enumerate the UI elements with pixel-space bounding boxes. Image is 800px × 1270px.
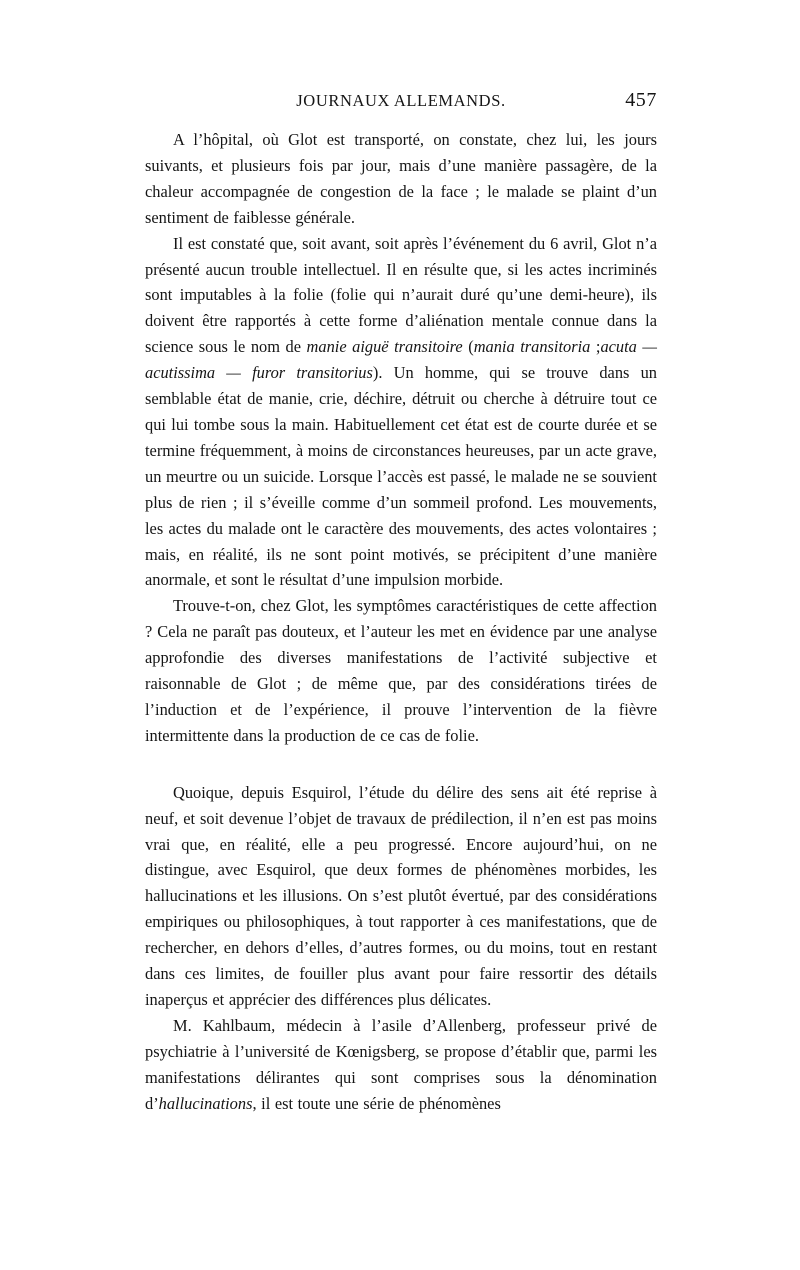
text-run: ;: [590, 337, 601, 357]
paragraph-hopital: [145, 127, 657, 231]
text-run: Quoique, depuis Esquirol, l’étude du délire des sens ait été reprise à neuf, et soit devenue l’objet de travaux de prédilection, il n’en est pas moins vrai que, en réalité, elle a peu progressé. Encore aujourd’hui, on ne distingue, avec Esquirol, que deux formes de phénomènes morbides, les hallucinations et les illusions. On s’est plutôt évertué, par des considérations empiriques ou philosophiques, à tout rapporter à ces manifestations, que de rechercher, en dehors d’elles, d’autres formes, ou du moins, tout en restant dans ces limites, de fouiller plus avant pour faire ressortir des détails inaperçus et apprécier des différences plus délicates.: [145, 782, 657, 1009]
running-head-title: JOURNAUX ALLEMANDS.: [296, 91, 506, 110]
text-run: Trouve-t-on, chez Glot, les symptômes caractéristiques de cette affection ? Cela ne paraît pas douteux, et l’auteur les met en évidence par une analyse approfondie des diverses manifestations de l’activité subjective et raisonnable de Glot ; de même que, par des considérations tirées de l’induction et de l’expérience, il prouve l’intervention de la fièvre intermittente dans la production de ce cas de folie.: [145, 596, 657, 745]
text-run: ). Un homme, qui se trouve dans un semblable état de manie, crie, déchire, détruit ou cherche à détruire tout ce qui lui tombe sous la main. Habituellement cet état est de courte durée et se termine fréquemment, à moins de circonstances heureuses, par un acte grave, un meurtre ou un suicide. Lorsque l’accès est passé, le malade ne se souvient plus de rien ; il s’éveille comme d’un sommeil profond. Les mouvements, les actes du malade ont le caractère des mouvements, des actes volontaires ; mais, en réalité, ils ne sont point motivés, se précipitent d’une manière anormale, et sont le résultat d’une impulsion morbide.: [145, 363, 657, 590]
text-run: Il est constaté que, soit avant, soit après l’événement du 6 avril, Glot n’a présenté aucun trouble intellectuel. Il en résulte que, si les actes incriminés sont imputables à la folie (folie qui n’aurait duré qu’une demi-heure), ils doivent être rapportés à cette forme d’aliénation mentale connue dans la science sous le nom de: [145, 233, 657, 357]
text-run: A l’hôpital, où Glot est transporté, on constate, chez lui, les jours suivants, et plusieurs fois par jour, mais d’une manière passagère, de la chaleur accompagnée de congestion de la face ; le malade se plaint d’un sentiment de faiblesse générale.: [145, 130, 657, 227]
running-head: [145, 91, 657, 117]
paragraph-trouve-t-on: [145, 593, 657, 748]
text-run: M. Kahlbaum, médecin à l’asile d’Allenberg, professeur privé de psychiatrie à l’université de Kœnigsberg, se propose d’établir que, parmi les manifestations délirantes qui sont comprises sous la dénomination d’: [145, 1015, 657, 1113]
italic-term: mania transitoria: [473, 337, 591, 357]
italic-term: hallucinations: [158, 1093, 253, 1113]
italic-term: acuta — acutissima — furor transitorius: [145, 337, 657, 383]
text-run: , il est toute une série de phénomènes: [252, 1093, 501, 1113]
page-body: [145, 127, 657, 1117]
paragraph-kahlbaum: [145, 1013, 657, 1117]
paragraph-quoique: [145, 780, 657, 1013]
paragraph-constate: [145, 231, 657, 594]
page-number: 457: [625, 89, 657, 111]
italic-term: manie aiguë transitoire: [306, 337, 463, 357]
text-run: (: [462, 337, 474, 357]
